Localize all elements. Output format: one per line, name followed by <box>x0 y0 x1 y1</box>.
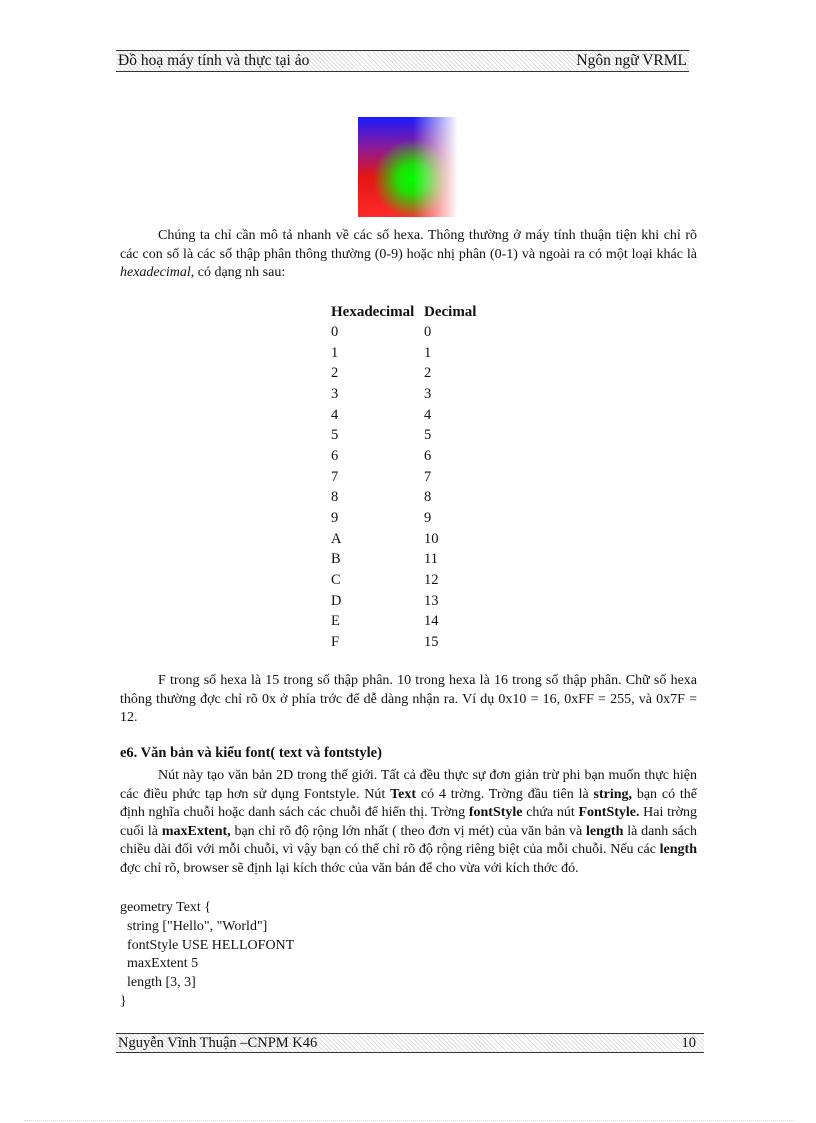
hex-cell: 3 <box>331 385 339 402</box>
hex-cell: B <box>331 551 341 568</box>
hex-cell: 7 <box>331 468 339 485</box>
decimal-cell: 9 <box>424 510 432 527</box>
page-header <box>116 50 689 72</box>
text-seg: chứa nút <box>522 805 579 821</box>
rgb-gradient-image <box>358 117 458 217</box>
code-block: geometry Text { string ["Hello", "World"] fontStyle USE HELLOFONT maxExtent 5 length [3, 3] } <box>120 900 295 1009</box>
text-seg: có 4 trờng. Trờng đầu tiên là <box>416 786 594 802</box>
decimal-cell: 12 <box>424 572 439 589</box>
table-header-decimal: Decimal <box>424 303 477 320</box>
intro-paragraph <box>120 227 697 283</box>
decimal-cell: 13 <box>424 592 439 609</box>
bold-term: FontStyle. <box>578 805 640 821</box>
hex-cell: E <box>331 613 340 630</box>
decimal-cell: 10 <box>424 530 439 547</box>
text-seg: là danh sách chiều dài đối với mỗi chuỗi, vì vậy bạn có thể chỉ rõ độ rộng riêng biệt của mỗi chuỗi. Nếu các <box>120 823 697 858</box>
table-row <box>331 343 476 364</box>
bold-term: maxExtent, <box>161 823 231 839</box>
bold-term: length <box>659 842 697 858</box>
text-seg: bạn có thể định nghĩa chuỗi hoặc danh sách các chuỗi để hiển thị. Trờng <box>120 786 697 821</box>
hex-cell: C <box>331 572 341 589</box>
table-row <box>331 384 476 405</box>
bold-term: Text <box>390 786 417 802</box>
footer-author: Nguyễn Vĩnh Thuận –CNPM K46 <box>118 1034 318 1051</box>
table-row <box>331 529 476 550</box>
decimal-cell: 0 <box>424 323 432 340</box>
decimal-cell: 14 <box>424 613 439 630</box>
bold-term: fontStyle <box>468 805 523 821</box>
text-node-paragraph <box>120 767 697 879</box>
intro-text-part2: , có dạng nh sau: <box>190 265 286 281</box>
hex-cell: 1 <box>331 344 339 361</box>
table-row <box>331 322 476 343</box>
hex-cell: 0 <box>331 323 339 340</box>
table-header-row <box>331 302 476 322</box>
hex-cell: A <box>331 530 342 547</box>
decimal-cell: 4 <box>424 406 432 423</box>
hex-cell: 2 <box>331 365 339 382</box>
decimal-cell: 2 <box>424 365 432 382</box>
decimal-cell: 3 <box>424 385 432 402</box>
hex-decimal-table <box>331 302 476 653</box>
header-left-title: Đồ hoạ máy tính và thực tại ảo <box>118 52 310 69</box>
hex-cell: 8 <box>331 489 339 506</box>
decimal-cell: 5 <box>424 427 432 444</box>
intro-text-part1: Chúng ta chỉ cần mô tả nhanh về các số hexa. Thông thường ở máy tính thuận tiện khi chỉ rõ các con số là các số thập phân thông thường (0-9) hoặc nhị phân (0-1) và ngoài ra có một loại khác là <box>120 228 697 262</box>
table-row <box>331 446 476 467</box>
table-row <box>331 488 476 509</box>
table-row <box>331 632 476 653</box>
page-footer <box>116 1033 704 1053</box>
bold-term: length <box>586 823 624 839</box>
bold-term: string, <box>593 786 632 802</box>
page-number: 10 <box>681 1034 696 1051</box>
decimal-cell: 8 <box>424 489 432 506</box>
table-row <box>331 612 476 633</box>
table-row <box>331 550 476 571</box>
table-header-hex: Hexadecimal <box>331 303 415 320</box>
table-row <box>331 570 476 591</box>
table-row <box>331 363 476 384</box>
text-seg: đợc chỉ rõ, browser sẽ định lại kích thớc của văn bản để cho vừa với kích thớc đó. <box>120 860 579 876</box>
decimal-cell: 11 <box>424 551 438 568</box>
table-body <box>331 322 476 653</box>
decimal-cell: 7 <box>424 468 432 485</box>
header-right-title: Ngôn ngữ VRML <box>576 52 687 69</box>
text-seg: Nút này tạo văn bản 2D trong thế giới. Tất cả đều thực sự đơn giản trừ phi bạn muốn thực hiện các điều phức tạp hơn sử dụng Fontstyle. Nút <box>120 768 697 802</box>
decimal-cell: 1 <box>424 344 432 361</box>
section-title: e6. Văn bản và kiểu font( text và fontstyle) <box>120 745 382 761</box>
hex-cell: D <box>331 592 342 609</box>
text-seg: bạn chỉ rõ độ rộng lớn nhất ( theo đơn vị mét) của văn bản và <box>230 823 587 839</box>
hex-cell: F <box>331 634 340 651</box>
table-row <box>331 508 476 529</box>
table-row <box>331 591 476 612</box>
table-row <box>331 425 476 446</box>
bottom-divider <box>24 1120 794 1121</box>
hex-cell: 5 <box>331 427 339 444</box>
intro-italic-term: hexadecimal <box>120 265 191 281</box>
decimal-cell: 6 <box>424 447 432 464</box>
table-row <box>331 405 476 426</box>
decimal-cell: 15 <box>424 634 439 651</box>
hex-cell: 9 <box>331 510 339 527</box>
text-seg: Hai trờng cuối là <box>120 805 698 839</box>
hex-note-paragraph: F trong số hexa là 15 trong số thập phân. 10 trong hexa là 16 trong số thập phân. Chữ số hexa thông thường đợc chỉ rõ 0x ở phía trớc để dễ dàng nhận ra. Ví dụ 0x10 = 16, 0xFF = 255, và 0x7F = 12. <box>120 673 697 726</box>
table-row <box>331 467 476 488</box>
hex-cell: 4 <box>331 406 339 423</box>
hex-cell: 6 <box>331 447 339 464</box>
